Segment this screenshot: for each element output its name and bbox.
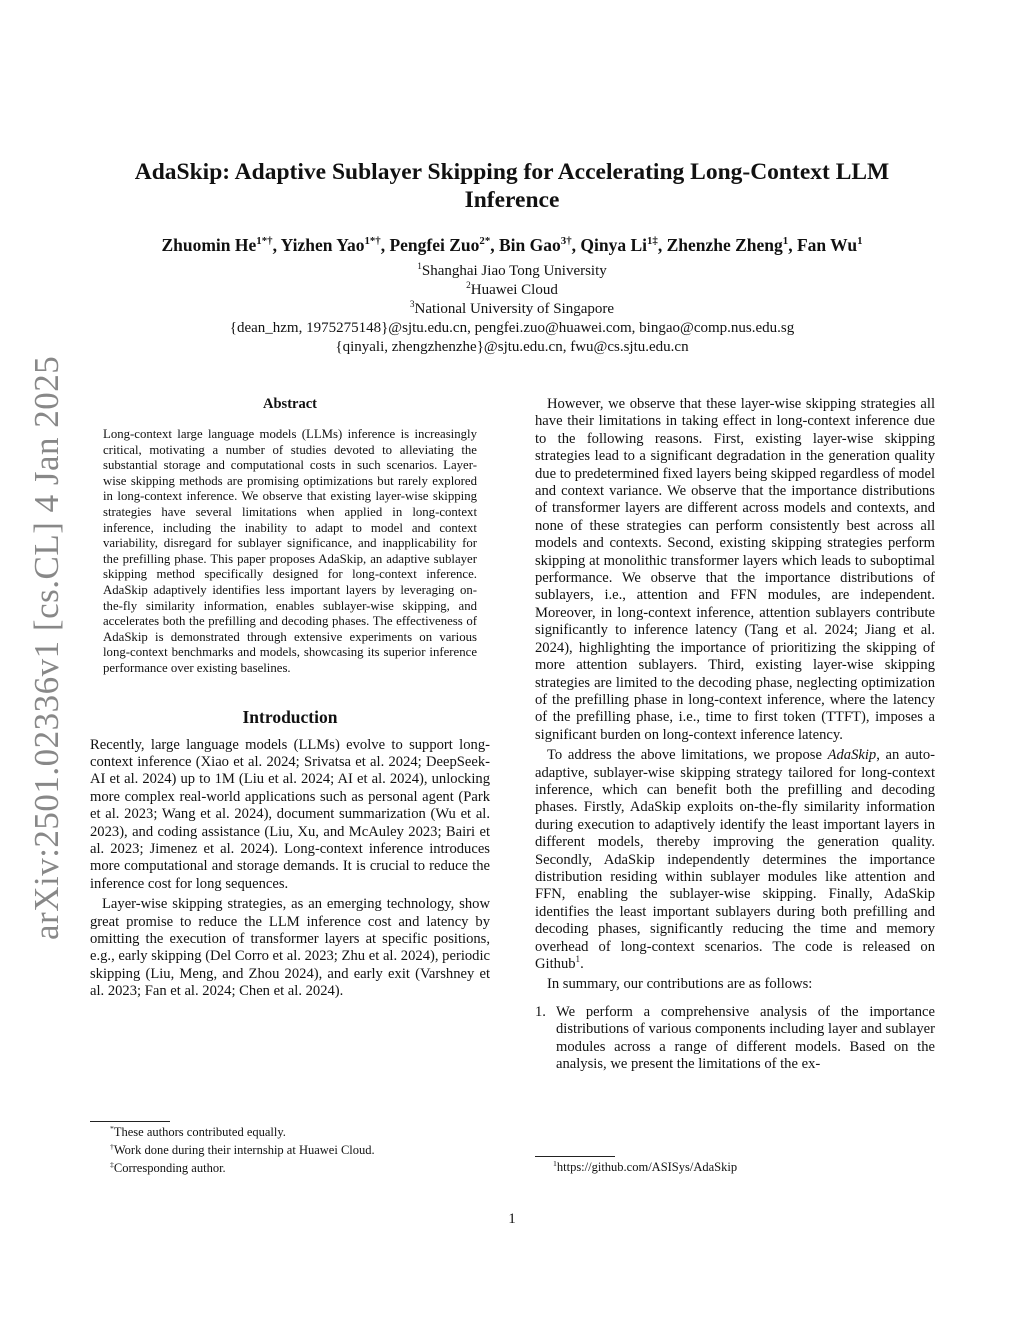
title-line-2: Inference <box>464 187 560 213</box>
footnote: †Work done during their internship at Huawei Cloud. <box>110 1141 375 1157</box>
list-number: 1. <box>535 1003 546 1020</box>
author: Yizhen Yao$^{1*\dagger}$, <box>280 235 390 255</box>
abstract-text: Long-context large language models (LLMs) inference is increasingly critical, motivating a number of studies devoted to alleviating the substantial storage and computational costs in such scenarios. Layer-wise skipping methods are promising optimizations but rarely explored in long-context inference. We observe that existing layer-wise skipping strategies have several limitations when applied in long-context inference, including the inability to adapt to model and context variability, disregard for sublayer significance, and inapplicability for the prefilling phase. This paper proposes AdaSkip, an adaptive sublayer skipping method specifically designed for long-context inference. AdaSkip adaptively identifies less important layers by leveraging on-the-fly similarity information, enables sublayer-wise skipping, and accelerates both the prefilling and decoding phases. The effectiveness of AdaSkip is demonstrated through extensive experiments on various long-context benchmarks and models, showcasing its superior inference performance over existing baselines. <box>103 427 477 675</box>
author: Pengfei Zuo$^{2*}$, <box>389 235 499 255</box>
right-column <box>535 396 935 1073</box>
email-line: {qinyali, zhengzhenzhe}@sjtu.edu.cn, fwu@cs.sjtu.edu.cn <box>335 339 689 355</box>
footnote-marker: 1 <box>575 954 581 965</box>
affiliation: $^2$Huawei Cloud <box>466 281 558 298</box>
author: Bin Gao$^{3\dagger}$, <box>499 235 581 255</box>
method-name: AdaSkip <box>827 747 877 764</box>
email-line: {dean_hzm, 1975275148}@sjtu.edu.cn, pengfei.zuo@huawei.com, bingao@comp.nus.edu.sg <box>229 320 795 336</box>
arxiv-identifier-stamp: arXiv:2501.02336v1 [cs.CL] 4 Jan 2025 <box>27 355 66 940</box>
author: Fan Wu$^1$ <box>796 235 863 255</box>
author: Zhuomin $He^{1*\dagger}$, <box>161 235 281 255</box>
title-line-1: AdaSkip: Adaptive Sublayer Skipping for Accelerating Long-Context LLM <box>134 159 890 185</box>
abstract-heading: Abstract <box>263 396 317 412</box>
intro-paragraph: Layer-wise skipping strategies, as an emerging technology, show great promise to reduce the LLM inference cost and latency by omitting the execution of transformer layers at specific positions, e.g., early skipping (Del Corro et al. 2023; Zhu et al. 2024), periodic skipping (Liu, Meng, and Zhou 2024), and early exit (Varshney et al. 2023; Fan et al. 2024; Chen et al. 2024). <box>90 896 490 1000</box>
affiliations-block <box>80 262 944 357</box>
paper-title <box>80 158 944 214</box>
affiliation: $^1$Shanghai Jiao Tong University <box>417 262 607 279</box>
body-paragraph: In summary, our contributions are as follows: <box>547 976 813 993</box>
footnote: $^1$https://github.com/ASISys/AdaSkip <box>553 1158 738 1174</box>
contribution-item <box>535 1004 935 1074</box>
footnote: ‡Corresponding author. <box>110 1159 226 1175</box>
left-column <box>90 396 490 1001</box>
github-url[interactable]: https://github.com/ASISys/AdaSkip <box>556 1160 738 1174</box>
author: Qinya $Li^{1\ddagger}$, <box>580 235 667 255</box>
introduction-heading: Introduction <box>242 706 338 727</box>
footnote-rule <box>90 1121 170 1122</box>
author-list <box>60 233 964 257</box>
intro-paragraph: Recently, large language models (LLMs) evolve to support long-context inference (Xiao et al. 2024; Srivatsa et al. 2024; DeepSeek-AI et al. 2024) up to 1M (Liu et al. 2024; AI et al. 2024), unlocking more complex real-world applications such as personal agent (Park et al. 2023; Wang et al. 2024), document summarization (Wu et al. 2023), and coding assistance (Liu, Xu, and McAuley 2023; Bairi et al. 2023; Jimenez et al. 2024). Long-context inference introduces more computational and storage demands. It is crucial to reduce the inference cost for long sequences. <box>90 736 490 892</box>
affiliation: $^3$National University of Singapore <box>409 300 615 317</box>
footnote: *These authors contributed equally. <box>110 1123 286 1139</box>
body-paragraph: However, we observe that these layer-wise skipping strategies all have their limitations in taking effect in long-context inference due to the following reasons. First, existing layer-wise skipping strategies lead to a significant degradation in the generation quality due to predetermined fixed layers being skipped regardless of model and context variance. We observe that the importance distributions of transformer layers are different across models and contexts, and none of these strategies can perform consistently best across all models and contexts. Second, existing skipping strategies perform skipping at monolithic transformer layers which leads to suboptimal performance. We observe that the importance distributions of sublayers, i.e., attention and FFN modules, are independent. Moreover, in long-context inference, attention sublayers contribute significantly to inference latency (Tang et al. 2024; Jiang et al. 2024), highlighting the importance of prioritizing the skipping of more attention sublayers. Third, existing layer-wise skipping strategies are limited to the decoding phase, neglecting optimization of the prefilling phase in long-context inference, where the latency of the prefilling phase, i.e., time to first token (TTFT), imposes a significant burden on long-context inference latency. <box>535 396 935 743</box>
contribution-text: We perform a comprehensive analysis of the importance distributions of various components including layer and sublayer modules across a range of different models. Based on the analysis, we present the limitations of the ex- <box>556 1003 935 1073</box>
page-number: 1 <box>508 1211 516 1227</box>
body-paragraph: To address the above limitations, we propose AdaSkip, an auto-adaptive, sublayer-wise skipping strategy tailored for long-context inference, which can benefit both the prefilling and decoding phases. Firstly, AdaSkip exploits on-the-fly similarity information during execution to adaptively identify the least important layers in different models, thereby improving the generation quality. Secondly, AdaSkip independently determines the importance distribution residing within sublayer modules like attention and FFN, enabling the sublayer-wise skipping. Finally, AdaSkip identifies the least important sublayers during both prefilling and decoding phases, significantly reducing the time and memory overhead of long-context scenarios. The code is released on Github$^1$. <box>535 747 935 972</box>
author: Zhenzhe Zheng$^1$, <box>666 235 797 255</box>
footnote-rule <box>535 1156 615 1157</box>
